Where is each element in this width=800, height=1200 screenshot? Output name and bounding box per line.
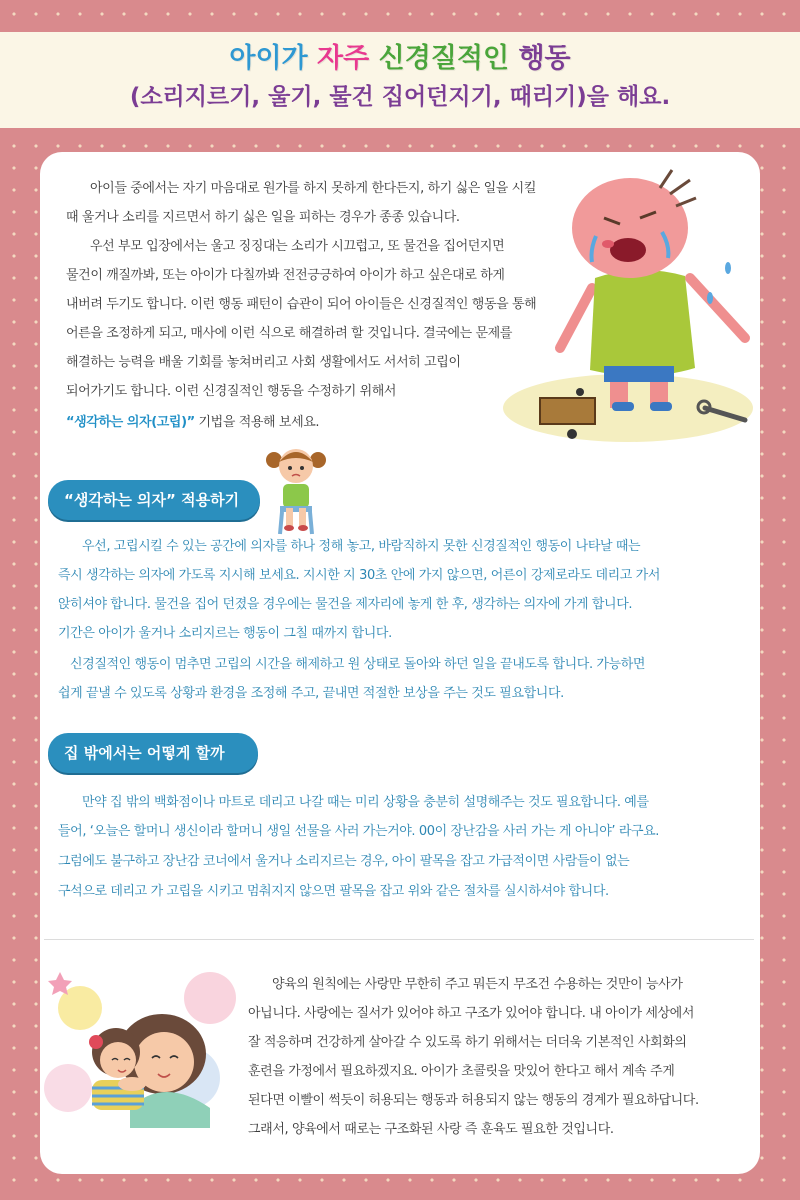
intro-line: 때 울거나 소리를 지르면서 하기 싫은 일을 피하는 경우가 종종 있습니다. (66, 210, 460, 225)
intro-line: 어른을 조정하게 되고, 매사에 이런 식으로 해결하려 할 것입니다. 결국에는 문제를 (66, 326, 513, 341)
section1-line: 앉히셔야 합니다. 물건을 집어 던졌을 경우에는 물건을 제자리에 놓게 한 후, 생각하는 의자에 가게 합니다. (58, 597, 633, 612)
section1-line: 우선, 고립시킬 수 있는 공간에 의자를 하나 정해 놓고, 바람직하지 못한 신경질적인 행동이 나타날 때는 (82, 539, 641, 554)
intro-line-last (66, 408, 319, 437)
section-heading-outside-home: 집 밖에서는 어떻게 할까요? (48, 733, 258, 773)
mother-and-child-illustration (40, 958, 246, 1128)
section1-line: 즉시 생각하는 의자에 가도록 지시해 보세요. 지시한 지 30초 안에 가지 않으면, 어른이 강제로라도 데리고 가서 (58, 568, 660, 583)
intro-line: 물건이 깨질까봐, 또는 아이가 다칠까봐 전전긍긍하여 아이가 하고 싶은대로 하게 (66, 268, 505, 283)
page-subtitle: (소리지르기, 울기, 물건 집어던지기, 때리기)을 해요. (129, 84, 671, 110)
closing-line: 양육의 원칙에는 사랑만 무한히 주고 뭐든지 무조건 수용하는 것만이 능사가 (272, 977, 683, 992)
child-on-chair-illustration (262, 440, 330, 536)
crying-child-illustration (500, 158, 758, 448)
section2-line: 들어, ‘오늘은 할머니 생신이라 할머니 생일 선물을 사러 가는거야. 00이 장난감을 사러 가는 게 아니야’ 라구요. (58, 824, 660, 839)
section1-line: 기간은 아이가 울거나 소리지르는 행동이 그칠 때까지 합니다. (58, 626, 392, 641)
closing-line: 된다면 이빨이 썩듯이 허용되는 행동과 허용되지 않는 행동의 경계가 필요하답니다. (248, 1093, 699, 1108)
intro-line: 해결하는 능력을 배울 기회를 놓쳐버리고 사회 생활에서도 서서히 고립이 (66, 355, 461, 370)
title-part-child: 아이가 (229, 43, 318, 74)
section2-line: 만약 집 밖의 백화점이나 마트로 데리고 나갈 때는 미리 상황을 충분히 설명해주는 것도 필요합니다. 예를 (82, 795, 649, 810)
section1-line: 쉽게 끝낼 수 있도록 상황과 환경을 조정해 주고, 끝내면 적절한 보상을 주는 것도 필요합니다. (58, 686, 564, 701)
page-title (0, 40, 800, 78)
title-part-behavior: 행동 (518, 43, 571, 74)
thinking-chair-highlight: “생각하는 의자(고립)” (66, 415, 195, 430)
intro-line: 우선 부모 입장에서는 울고 징징대는 소리가 시끄럽고, 또 물건을 집어던지면 (90, 239, 505, 254)
section-heading-thinking-chair: “생각하는 의자” 적용하기 (48, 480, 260, 520)
section-divider (44, 939, 754, 940)
section2-line: 그럼에도 불구하고 장난감 코너에서 울거나 소리지르는 경우, 아이 팔목을 잡고 가급적이면 사람들이 없는 (58, 854, 630, 869)
closing-line: 잘 적응하며 건강하게 살아갈 수 있도록 하기 위해서는 더더욱 기본적인 사회화의 (248, 1035, 687, 1050)
closing-line: 아닙니다. 사랑에는 질서가 있어야 하고 구조가 있어야 합니다. 내 아이가 세상에서 (248, 1006, 695, 1021)
title-band (0, 32, 800, 128)
intro-line: 아이들 중에서는 자기 마음대로 원가를 하지 못하게 한다든지, 하기 싫은 일을 시킬 (90, 181, 537, 196)
section1-line: 신경질적인 행동이 멈추면 고립의 시간을 해제하고 원 상태로 돌아와 하던 일을 끝내도록 합니다. 가능하면 (70, 657, 646, 672)
intro-highlight-suffix: 기법을 적용해 보세요. (194, 415, 320, 430)
intro-line: 내버려 두기도 합니다. 이런 행동 패턴이 습관이 되어 아이들은 신경질적인 행동을 통해 (66, 297, 537, 312)
title-part-nervous: 신경질적인 (378, 43, 519, 74)
intro-line: 되어가기도 합니다. 이런 신경질적인 행동을 수정하기 위해서 (66, 384, 397, 399)
closing-line: 훈련을 가정에서 필요하겠지요. 아이가 초콜릿을 맛있어 한다고 해서 계속 주게 (248, 1064, 675, 1079)
closing-line: 그래서, 양육에서 때로는 구조화된 사랑 즉 훈육도 필요한 것입니다. (248, 1122, 614, 1137)
section2-line: 구석으로 데리고 가 고립을 시키고 멈춰지지 않으면 팔목을 잡고 위와 같은 절차를 실시하셔야 합니다. (58, 884, 609, 899)
title-part-often: 자주 (317, 43, 379, 74)
